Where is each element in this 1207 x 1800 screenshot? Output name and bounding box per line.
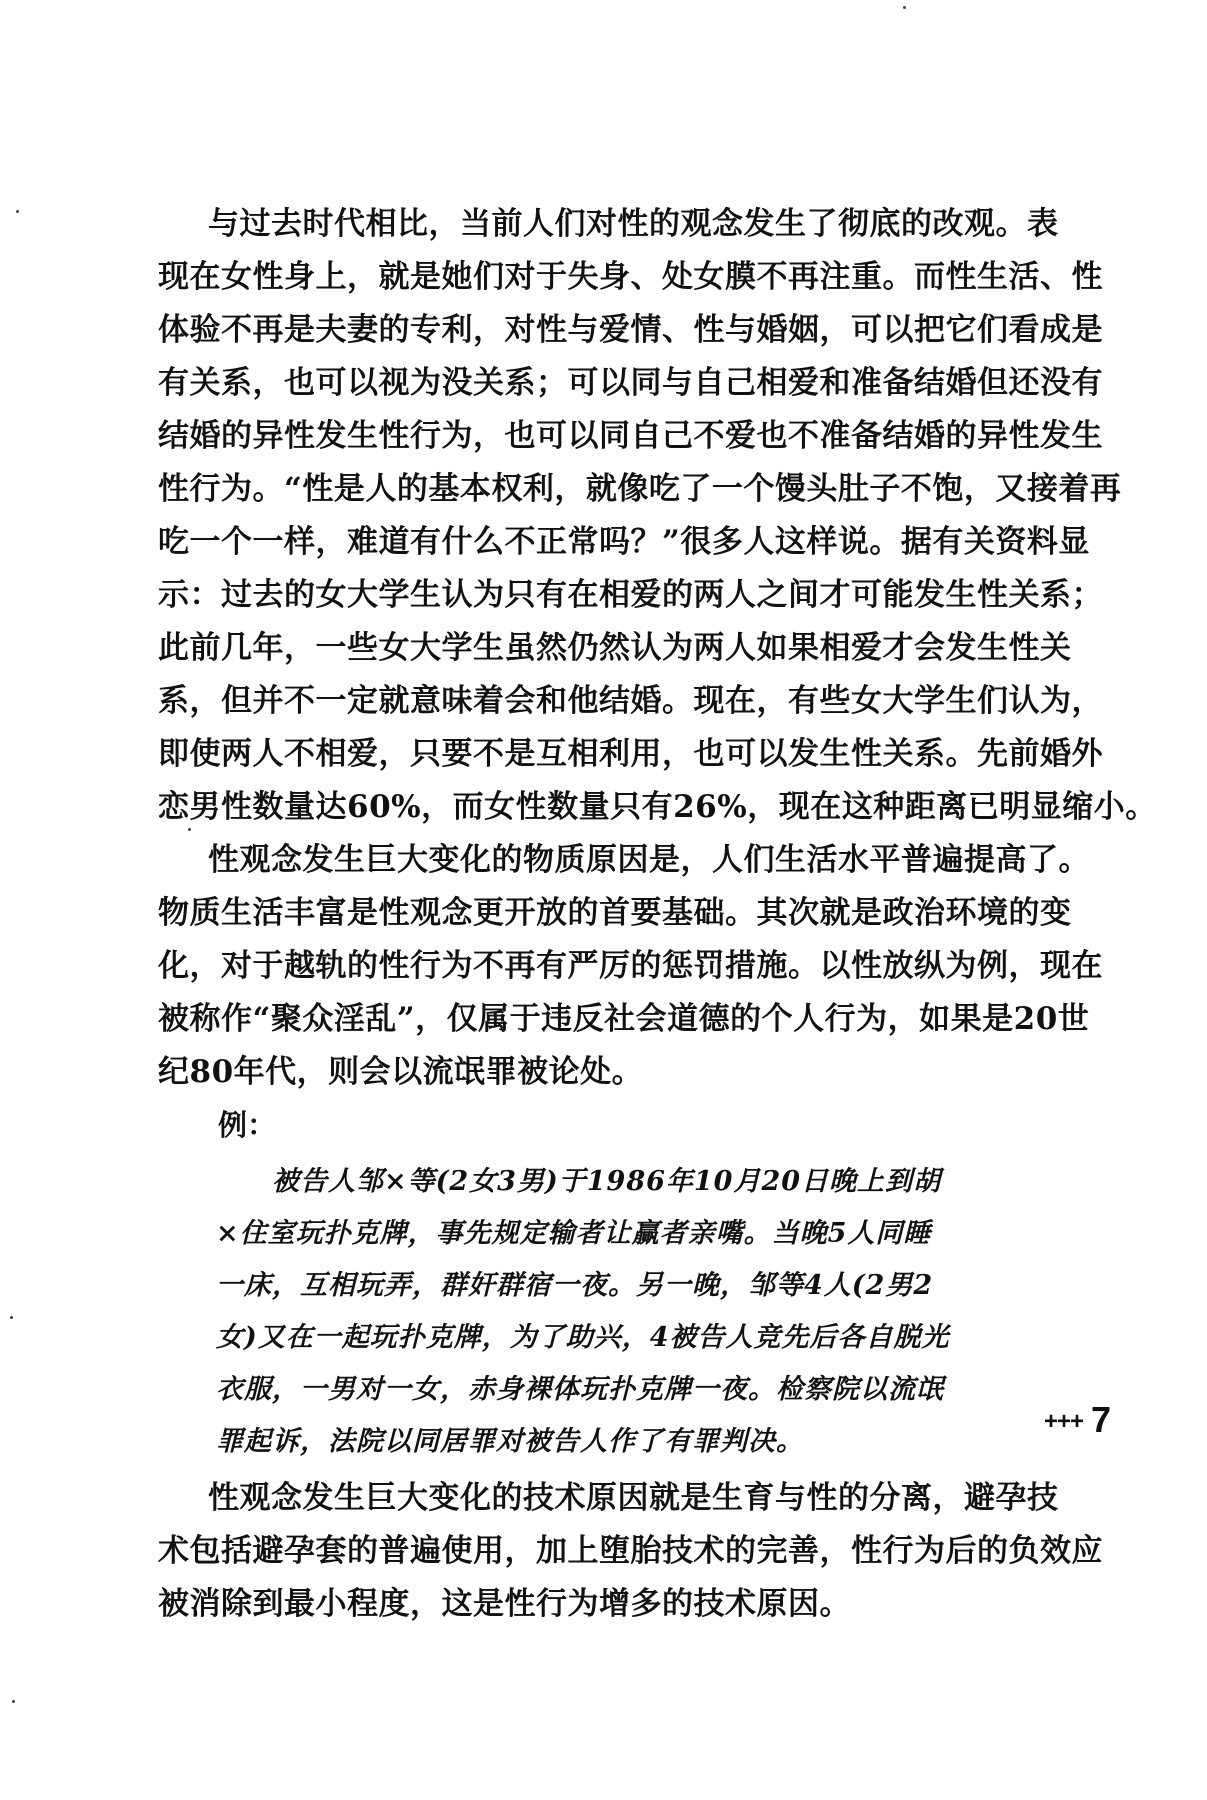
page-number <box>1044 1400 1111 1442</box>
text-line: 此前几年，一些女大学生虽然仍然认为两人如果相爱才会发生性关 <box>158 630 1072 666</box>
scan-speck <box>16 210 19 213</box>
text-line: 示：过去的女大学生认为只有在相爱的两人之间才可能发生性关系； <box>158 577 1103 613</box>
page-number-marks: +++ <box>1044 1408 1084 1436</box>
text-line: 系，但并不一定就意味着会和他结婚。现在，有些女大学生们认为， <box>158 683 1103 719</box>
quote-line: 被告人邹×等(2女3男)于1986年10月20日晚上到胡 <box>272 1166 942 1197</box>
text-line: 结婚的异性发生性行为，也可以同自己不爱也不准备结婚的异性发生 <box>158 418 1103 454</box>
text-line: 性观念发生巨大变化的技术原因就是生育与性的分离，避孕技 <box>208 1480 1059 1516</box>
quote-line: 罪起诉，法院以同居罪对被告人作了有罪判决。 <box>216 1426 804 1457</box>
text-line: 吃一个一样，难道有什么不正常吗？”很多人这样说。据有关资料显 <box>158 524 1090 560</box>
text-line: 性观念发生巨大变化的物质原因是，人们生活水平普遍提高了。 <box>208 842 1090 878</box>
text-line: 现在女性身上，就是她们对于失身、处女膜不再注重。而性生活、性 <box>158 259 1103 295</box>
scan-speck <box>903 6 906 9</box>
quote-line: 女)又在一起玩扑克牌，为了助兴，4被告人竞先后各自脱光 <box>216 1322 950 1353</box>
scan-speck <box>12 1700 15 1703</box>
text-line: 术包括避孕套的普遍使用，加上堕胎技术的完善，性行为后的负效应 <box>158 1533 1103 1569</box>
text-line: 性行为。“性是人的基本权利，就像吃了一个馒头肚子不饱，又接着再 <box>158 471 1122 507</box>
text-line: 化，对于越轨的性行为不再有严厉的惩罚措施。以性放纵为例，现在 <box>158 948 1103 984</box>
scan-speck <box>188 828 191 831</box>
quote-line: 一床，互相玩弄，群奸群宿一夜。另一晚，邹等4人(2男2 <box>216 1270 934 1301</box>
text-line: 有关系，也可以视为没关系；可以同与自己相爱和准备结婚但还没有 <box>158 365 1103 401</box>
scan-speck <box>10 1316 13 1319</box>
text-line: 即使两人不相爱，只要不是互相利用，也可以发生性关系。先前婚外 <box>158 736 1103 772</box>
text-line: 体验不再是夫妻的专利，对性与爱情、性与婚姻，可以把它们看成是 <box>158 312 1103 348</box>
text-line: 被称作“聚众淫乱”，仅属于违反社会道德的个人行为，如果是20世 <box>158 1001 1090 1037</box>
text-line: 恋男性数量达60%，而女性数量只有26%，现在这种距离已明显缩小。 <box>158 789 1157 825</box>
page-number-value: 7 <box>1091 1399 1112 1440</box>
quote-line: ×住室玩扑克牌，事先规定输者让赢者亲嘴。当晚5人同睡 <box>216 1218 932 1249</box>
text-line: 与过去时代相比，当前人们对性的观念发生了彻底的改观。表 <box>208 206 1059 242</box>
text-line: 纪80年代，则会以流氓罪被论处。 <box>158 1054 644 1090</box>
text-line: 物质生活丰富是性观念更开放的首要基础。其次就是政治环境的变 <box>158 895 1072 931</box>
text-line: 被消除到最小程度，这是性行为增多的技术原因。 <box>158 1586 851 1622</box>
example-label: 例： <box>218 1108 277 1142</box>
quote-line: 衣服，一男对一女，赤身裸体玩扑克牌一夜。检察院以流氓 <box>216 1374 944 1405</box>
